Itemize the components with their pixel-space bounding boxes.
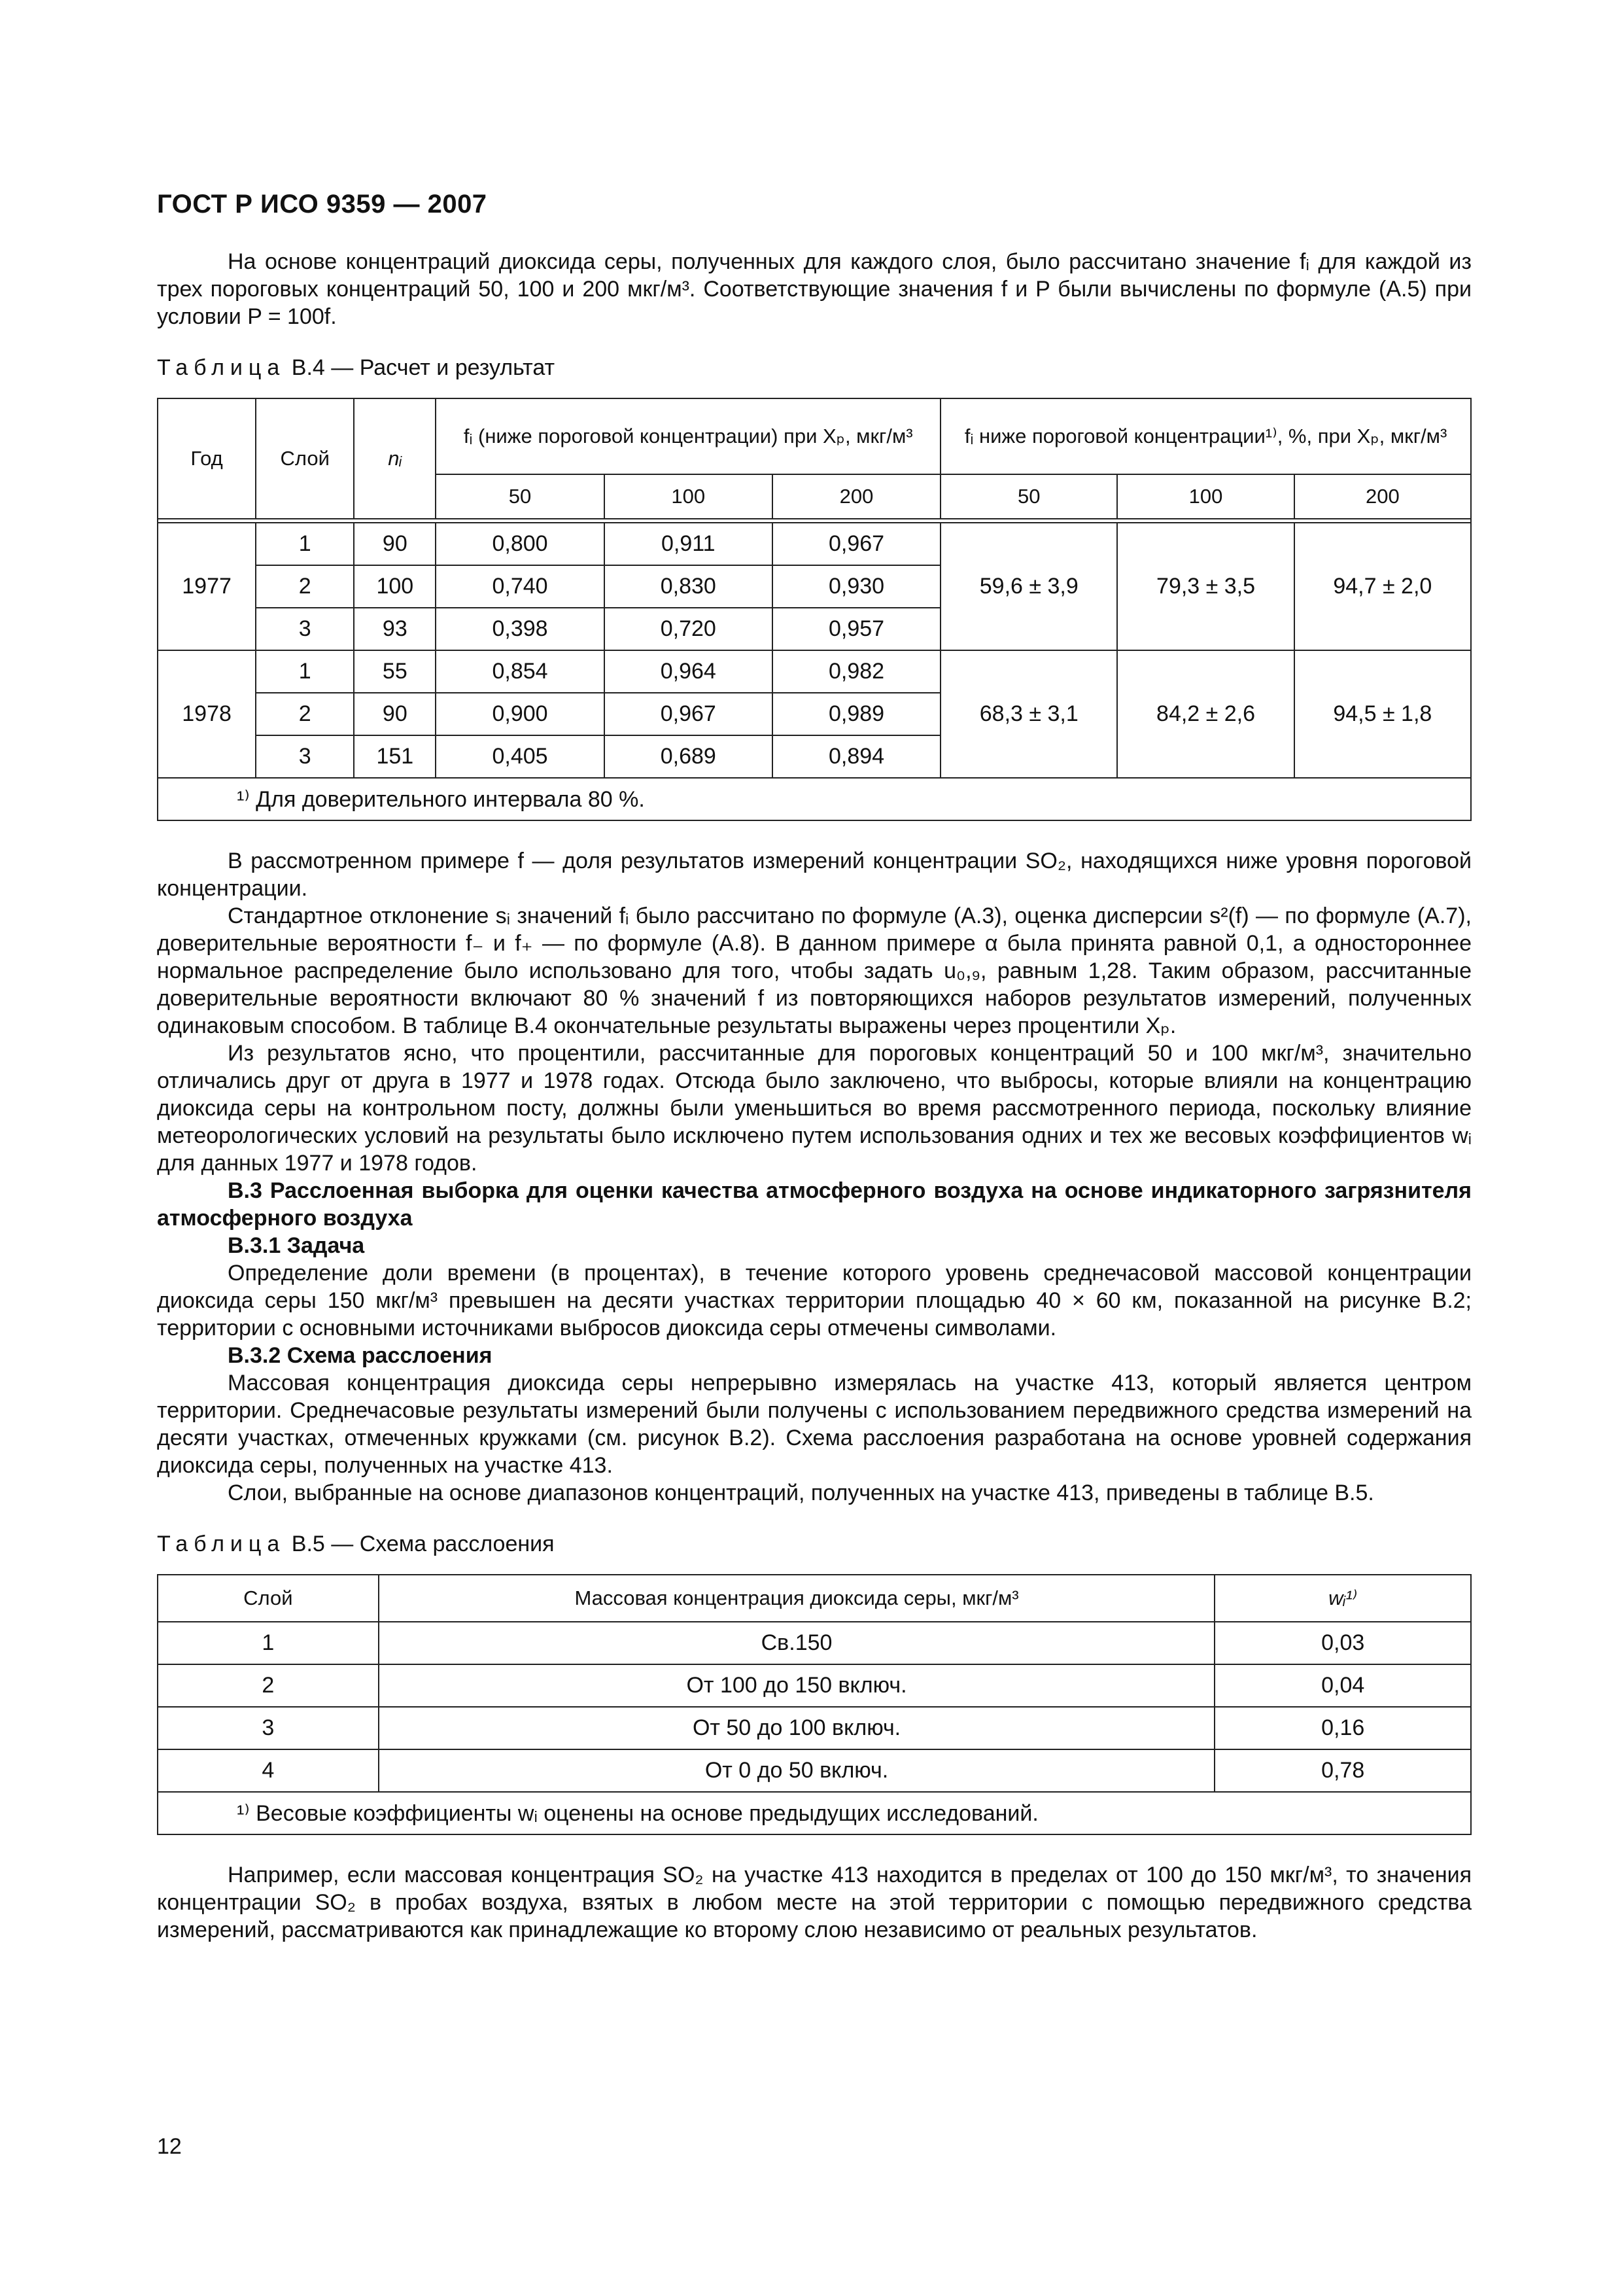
threshold-header: 200 <box>1294 474 1471 519</box>
document-page <box>157 190 1472 1944</box>
f200-cell: 0,982 <box>772 650 941 693</box>
col-concentration-header: Массовая концентрация диоксида серы, мкг/м³ <box>379 1575 1215 1622</box>
layer-cell: 1 <box>256 523 354 565</box>
table5-caption-prefix: Таблица <box>157 1532 286 1556</box>
n-cell: 151 <box>354 735 436 778</box>
f200-cell: 0,967 <box>772 523 941 565</box>
layer-cell: 4 <box>158 1749 379 1792</box>
table5-footnote: ¹⁾ Весовые коэффициенты wᵢ оценены на основе предыдущих исследований. <box>158 1792 1471 1834</box>
paragraph-1: В рассмотренном примере f — доля результатов измерений концентрации SO₂, находящихся ниже уровня пороговой концентрации. <box>157 849 1472 901</box>
layer-cell: 2 <box>158 1664 379 1707</box>
f50-cell: 0,854 <box>436 650 604 693</box>
group1-header: fᵢ (ниже пороговой концентрации) при Xₚ, мкг/м³ <box>436 398 941 474</box>
f100-cell: 0,689 <box>604 735 772 778</box>
table4-caption-text: В.4 — Расчет и результат <box>291 355 555 380</box>
col-year-header: Год <box>158 398 256 519</box>
weight-cell: 0,78 <box>1215 1749 1471 1792</box>
layer-cell: 3 <box>158 1707 379 1749</box>
f50-cell: 0,800 <box>436 523 604 565</box>
heading-b3: В.3 Расслоенная выборка для оценки качества атмосферного воздуха на основе индикаторного загрязнителя атмосферного воздуха <box>157 1178 1472 1231</box>
concentration-cell: Св.150 <box>379 1622 1215 1664</box>
table-row <box>158 1664 1471 1707</box>
paragraph-3: Из результатов ясно, что процентили, рассчитанные для пороговых концентраций 50 и 100 мкг/м³, значительно отличались друг от друга в 1977 и 1978 годах. Отсюда было заключено, что выбросы, которые влияли на концентрацию диоксида серы на контрольном посту, должны были уменьшиться во время рассмотренного периода, поскольку влияние метеорологических условий на результаты было исключено путем использования одних и тех же весовых коэффициентов wᵢ для данных 1977 и 1978 годов. <box>157 1041 1472 1176</box>
n-cell: 100 <box>354 565 436 608</box>
col-layer-header: Слой <box>158 1575 379 1622</box>
f100-cell: 0,830 <box>604 565 772 608</box>
f50-cell: 0,398 <box>436 608 604 650</box>
concentration-cell: От 50 до 100 включ. <box>379 1707 1215 1749</box>
n-cell: 93 <box>354 608 436 650</box>
table-row <box>158 1707 1471 1749</box>
layer-cell: 2 <box>256 693 354 735</box>
paragraph-7: Например, если массовая концентрация SO₂ на участке 413 находится в пределах от 100 до 150 мкг/м³, то значения концентрации SO₂ в пробах воздуха, взятых в любом месте на этой территории с помощью передвижного средства измерений, рассматриваются как принадлежащие ко второму слою независимо от реальных результатов. <box>157 1863 1472 1942</box>
table5-caption-text: В.5 — Схема расслоения <box>291 1532 555 1556</box>
table-b5 <box>157 1574 1472 1835</box>
threshold-header: 50 <box>941 474 1117 519</box>
paragraph-4: Определение доли времени (в процентах), в течение которого уровень среднечасовой массовой концентрации диоксида серы 150 мкг/м³ превышен на десяти участках территории площадью 40 × 60 км, показанной на рисунке В.2; территории с основными источниками выбросов диоксида серы отмечены символами. <box>157 1261 1472 1340</box>
table-row <box>158 523 1471 565</box>
layer-cell: 1 <box>158 1622 379 1664</box>
f50-cell: 0,900 <box>436 693 604 735</box>
f100-cell: 0,720 <box>604 608 772 650</box>
n-cell: 90 <box>354 693 436 735</box>
f50-cell: 0,405 <box>436 735 604 778</box>
concentration-cell: От 0 до 50 включ. <box>379 1749 1215 1792</box>
n-cell: 90 <box>354 523 436 565</box>
heading-b3-2: В.3.2 Схема расслоения <box>228 1343 492 1368</box>
col-weight-header: wᵢ¹⁾ <box>1215 1575 1471 1622</box>
paragraph-5: Массовая концентрация диоксида серы непрерывно измерялась на участке 413, который является центром территории. Среднечасовые результаты измерений были получены с использованием передвижного средства измерений на десяти участках, отмеченных кружками (см. рисунок В.2). Схема расслоения разработана на основе уровней содержания диоксида серы, полученных на участке 413. <box>157 1371 1472 1478</box>
f200-cell: 0,989 <box>772 693 941 735</box>
weight-cell: 0,04 <box>1215 1664 1471 1707</box>
col-n-header: nᵢ <box>354 398 436 519</box>
group2-header: fᵢ ниже пороговой концентрации¹⁾, %, при Xₚ, мкг/м³ <box>941 398 1471 474</box>
table-b4 <box>157 398 1472 821</box>
paragraph-6: Слои, выбранные на основе диапазонов концентраций, полученных на участке 413, приведены в таблице В.5. <box>228 1480 1374 1505</box>
threshold-header: 100 <box>1117 474 1294 519</box>
layer-cell: 2 <box>256 565 354 608</box>
year-cell: 1977 <box>158 523 256 650</box>
p200-cell: 94,7 ± 2,0 <box>1294 523 1471 650</box>
f50-cell: 0,740 <box>436 565 604 608</box>
p200-cell: 94,5 ± 1,8 <box>1294 650 1471 778</box>
weight-cell: 0,03 <box>1215 1622 1471 1664</box>
layer-cell: 3 <box>256 735 354 778</box>
page-header: ГОСТ Р ИСО 9359 — 2007 <box>157 190 487 219</box>
table-row <box>158 1749 1471 1792</box>
heading-b3-1: В.3.1 Задача <box>228 1233 365 1258</box>
table-row <box>158 1622 1471 1664</box>
p50-cell: 68,3 ± 3,1 <box>941 650 1117 778</box>
paragraph-2: Стандартное отклонение sᵢ значений fᵢ было рассчитано по формуле (А.3), оценка дисперсии s²(f) — по формуле (А.7), доверительные вероятности f₋ и f₊ — по формуле (А.8). В данном примере α была принята равной 0,1, а одностороннее нормальное распределение было использовано для того, чтобы задать u₀,₉, равным 1,28. Таким образом, рассчитанные доверительные вероятности включают 80 % значений f из повторяющихся наборов результатов измерений, полученных одинаковым способом. В таблице В.4 окончательные результаты выражены через процентили Xₚ. <box>157 903 1472 1038</box>
f100-cell: 0,964 <box>604 650 772 693</box>
table5-caption <box>157 1532 1472 1557</box>
table4-caption-prefix: Таблица <box>157 355 286 380</box>
weight-cell: 0,16 <box>1215 1707 1471 1749</box>
f100-cell: 0,911 <box>604 523 772 565</box>
table-row <box>158 650 1471 693</box>
p100-cell: 79,3 ± 3,5 <box>1117 523 1294 650</box>
table4-caption <box>157 355 1472 381</box>
concentration-cell: От 100 до 150 включ. <box>379 1664 1215 1707</box>
p100-cell: 84,2 ± 2,6 <box>1117 650 1294 778</box>
layer-cell: 1 <box>256 650 354 693</box>
intro-paragraph: На основе концентраций диоксида серы, полученных для каждого слоя, было рассчитано значение fᵢ для каждой из трех пороговых концентраций 50, 100 и 200 мкг/м³. Соответствующие значения f и P были вычислены по формуле (А.5) при условии P = 100f. <box>157 249 1472 329</box>
threshold-header: 100 <box>604 474 772 519</box>
n-cell: 55 <box>354 650 436 693</box>
col-layer-header: Слой <box>256 398 354 519</box>
page-number: 12 <box>157 2134 182 2159</box>
year-cell: 1978 <box>158 650 256 778</box>
f200-cell: 0,930 <box>772 565 941 608</box>
p50-cell: 59,6 ± 3,9 <box>941 523 1117 650</box>
f200-cell: 0,957 <box>772 608 941 650</box>
threshold-header: 200 <box>772 474 941 519</box>
threshold-header: 50 <box>436 474 604 519</box>
f200-cell: 0,894 <box>772 735 941 778</box>
f100-cell: 0,967 <box>604 693 772 735</box>
layer-cell: 3 <box>256 608 354 650</box>
table4-footnote: ¹⁾ Для доверительного интервала 80 %. <box>158 778 1471 820</box>
